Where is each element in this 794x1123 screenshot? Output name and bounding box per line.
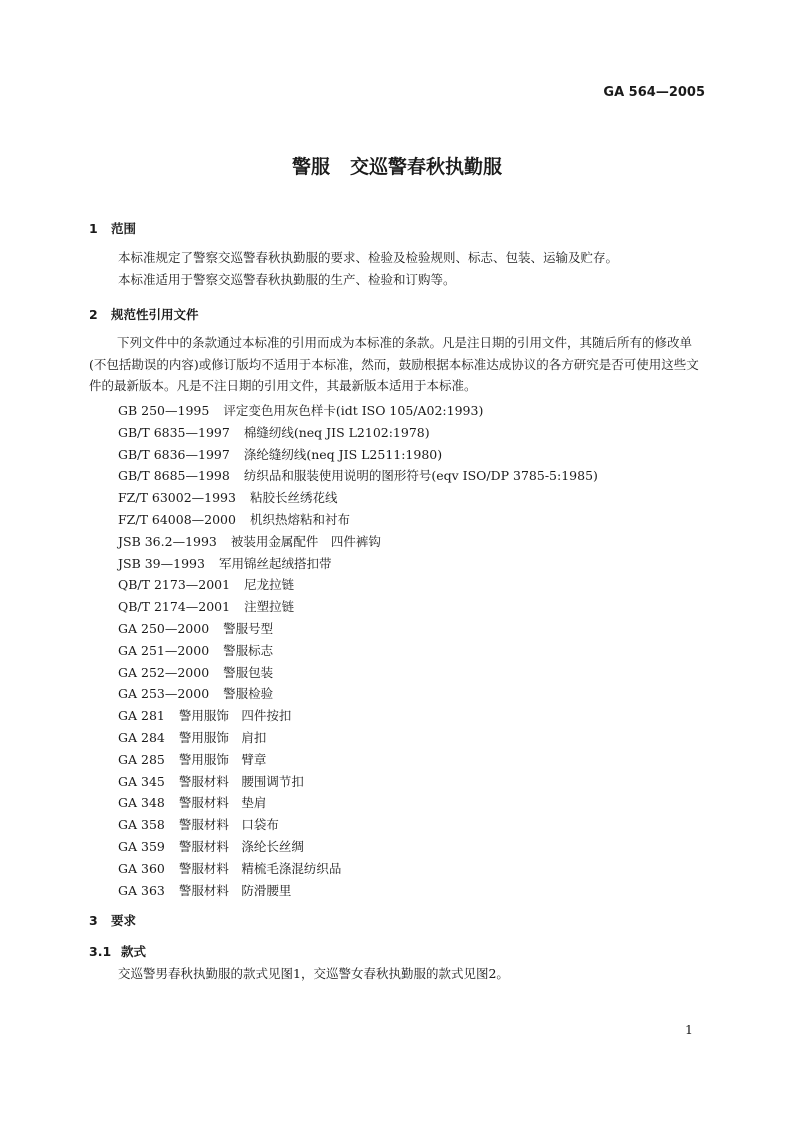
reference-item: [118, 596, 598, 618]
reference-code: GA 284: [118, 729, 165, 745]
reference-code: FZ/T 63002—1993: [118, 490, 236, 506]
reference-title: 棉缝纫线(neq JIS L2102:1978): [243, 424, 430, 440]
reference-item: [118, 727, 598, 749]
reference-code: GA 358: [118, 817, 165, 833]
reference-code: JSB 36.2—1993: [118, 533, 217, 549]
reference-item: [118, 792, 598, 814]
reference-title: 机织热熔粘和衬布: [249, 511, 350, 527]
reference-item: [118, 683, 598, 705]
reference-item: [118, 574, 598, 596]
reference-title: 警服材料 腰围调节扣: [178, 773, 304, 789]
section-1-title: 范围: [111, 221, 137, 236]
reference-item: [118, 509, 598, 531]
reference-code: QB/T 2174—2001: [118, 599, 231, 615]
section-2-intro: 下列文件中的条款通过本标准的引用而成为本标准的条款。凡是注日期的引用文件，其随后所有的修改单(不包括勘误的内容)或修订版均不适用于本标准，然而，鼓励根据本标准达成协议的各方研究是否可使用这些文件的最新版本。凡是不注日期的引用文件，其最新版本适用于本标准。: [89, 335, 699, 394]
section-3-1-number: 3.1: [89, 944, 112, 959]
reference-title: 评定变色用灰色样卡(idt ISO 105/A02:1993): [223, 403, 484, 418]
normative-references-list: [118, 400, 598, 901]
page-number: 1: [685, 1022, 693, 1037]
reference-item: [118, 531, 598, 553]
reference-title: 纺织品和服装使用说明的图形符号(eqv ISO/DP 3785-5:1985): [243, 468, 598, 484]
reference-title: 注塑拉链: [244, 599, 295, 615]
reference-title: 警服材料 垫肩: [178, 795, 267, 811]
reference-code: FZ/T 64008—2000: [118, 511, 236, 527]
reference-item: [118, 487, 598, 509]
reference-code: GA 360: [118, 860, 165, 876]
reference-item: [118, 705, 598, 727]
reference-code: GA 285: [118, 751, 165, 767]
reference-item: [118, 880, 598, 902]
reference-title: 警用服饰 肩扣: [178, 729, 267, 745]
reference-item: [118, 422, 598, 444]
reference-item: [118, 553, 598, 575]
standard-number: GA 564—2005: [603, 85, 705, 100]
reference-item: [118, 749, 598, 771]
reference-title: 被装用金属配件 四件裤钩: [230, 533, 381, 549]
reference-title: 警服标志: [223, 642, 274, 658]
reference-code: GA 251—2000: [118, 642, 210, 658]
reference-code: GA 253—2000: [118, 686, 210, 702]
reference-item: [118, 640, 598, 662]
reference-code: GB/T 8685—1998: [118, 468, 230, 484]
section-1-para-2: 本标准适用于警察交巡警春秋执勤服的生产、检验和订购等。: [118, 272, 456, 287]
reference-code: GA 250—2000: [118, 620, 210, 636]
section-3-number: 3: [89, 913, 98, 928]
reference-item: [118, 400, 598, 422]
reference-item: [118, 771, 598, 793]
reference-code: QB/T 2173—2001: [118, 577, 231, 593]
reference-code: GA 345: [118, 773, 165, 789]
section-2-title: 规范性引用文件: [111, 307, 199, 322]
reference-item: [118, 618, 598, 640]
document-title: [0, 152, 794, 179]
reference-title: 警服号型: [223, 620, 274, 636]
reference-title: 尼龙拉链: [244, 577, 295, 593]
reference-item: [118, 444, 598, 466]
section-1-para-1: 本标准规定了警察交巡警春秋执勤服的要求、检验及检验规则、标志、包装、运输及贮存。: [118, 250, 619, 265]
reference-title: 警用服饰 臂章: [178, 751, 267, 767]
reference-title: 警服材料 涤纶长丝绸: [178, 838, 304, 854]
reference-title: 警服包装: [223, 664, 274, 680]
reference-title: 军用锦丝起绒搭扣带: [218, 555, 332, 571]
section-1-heading: [89, 219, 136, 237]
reference-item: [118, 662, 598, 684]
reference-code: JSB 39—1993: [118, 555, 205, 571]
reference-code: GA 363: [118, 882, 165, 898]
section-3-heading: [89, 911, 136, 929]
reference-item: [118, 836, 598, 858]
title-part2: 交巡警春秋执勤服: [350, 156, 503, 178]
reference-code: GA 348: [118, 795, 165, 811]
reference-code: GA 252—2000: [118, 664, 210, 680]
reference-title: 警用服饰 四件按扣: [178, 708, 292, 724]
section-1-number: 1: [89, 221, 98, 236]
reference-code: GA 359: [118, 838, 165, 854]
reference-code: GB/T 6836—1997: [118, 446, 230, 462]
reference-item: [118, 814, 598, 836]
reference-title: 警服检验: [223, 686, 274, 702]
section-2-number: 2: [89, 307, 98, 322]
reference-title: 警服材料 精梳毛涤混纺织品: [178, 860, 342, 876]
section-3-1-title: 款式: [121, 944, 147, 959]
reference-code: GA 281: [118, 708, 165, 724]
reference-title: 涤纶缝纫线(neq JIS L2511:1980): [243, 446, 443, 462]
reference-title: 粘胶长丝绣花线: [249, 490, 338, 506]
section-3-1-heading: [89, 942, 146, 960]
reference-code: GB 250—1995: [118, 403, 210, 418]
reference-item: [118, 858, 598, 880]
reference-item: [118, 465, 598, 487]
reference-code: GB/T 6835—1997: [118, 424, 230, 440]
reference-title: 警服材料 口袋布: [178, 817, 279, 833]
reference-title: 警服材料 防滑腰里: [178, 882, 292, 898]
section-3-title: 要求: [111, 913, 137, 928]
section-2-heading: [89, 305, 199, 323]
section-3-1-para: 交巡警男春秋执勤服的款式见图1，交巡警女春秋执勤服的款式见图2。: [118, 966, 509, 981]
title-part1: 警服: [291, 156, 330, 178]
